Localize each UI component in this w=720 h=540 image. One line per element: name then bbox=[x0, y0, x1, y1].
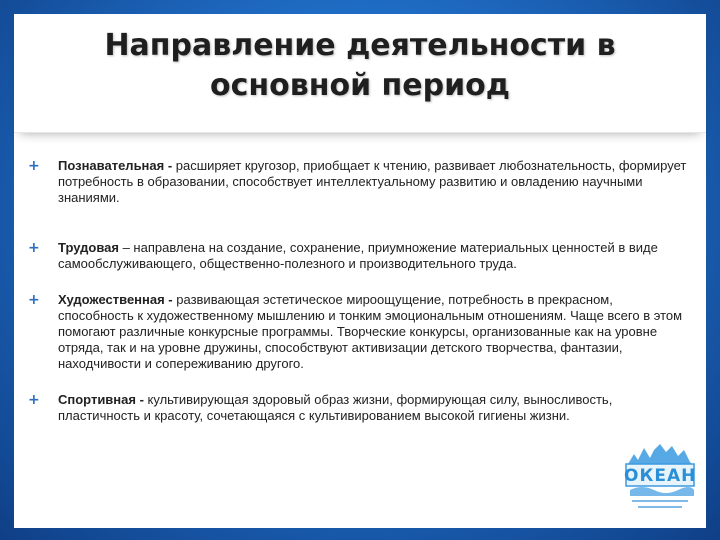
list-item bbox=[14, 158, 706, 206]
item-term: Трудовая bbox=[58, 240, 119, 255]
item-text: культивирующая здоровый образ жизни, формирующая силу, выносливость, пластичность и красоту, сочетающаяся с культивированием высокой гигиены жизни. bbox=[58, 392, 613, 423]
ocean-logo-icon bbox=[624, 440, 696, 516]
item-text: развивающая эстетическое мироощущение, потребность в прекрасном, способность к художественному мышлению и тонким эмоциональным отношениям. Чаще всего в этом помогают различные конкурсные программы. Творческие конкурсы, организованные как на уровне отряда, так и на уровне дружины, способствуют активизации детского творчества, фантазии, находчивости и сопереживанию другого. bbox=[58, 292, 683, 371]
item-term: Спортивная - bbox=[58, 392, 144, 407]
list-item bbox=[14, 292, 706, 372]
list-item bbox=[14, 240, 706, 272]
slide bbox=[14, 14, 706, 528]
slide-title: Направление деятельности в основной период bbox=[104, 28, 616, 103]
plus-bullet-icon: + bbox=[28, 158, 40, 174]
title-banner bbox=[14, 14, 706, 133]
plus-bullet-icon: + bbox=[28, 292, 40, 308]
item-term: Познавательная - bbox=[58, 158, 173, 173]
list-item bbox=[14, 392, 706, 424]
plus-bullet-icon: + bbox=[28, 392, 40, 408]
item-text: – направлена на создание, сохранение, приумножение материальных ценностей в виде самообслуживающего, общественно-полезного и производительного труда. bbox=[58, 240, 658, 271]
item-text: расширяет кругозор, приобщает к чтению, развивает любознательность, формирует потребность в образовании, способствует интеллектуальному развитию и овладению научными знаниями. bbox=[58, 158, 687, 205]
plus-bullet-icon: + bbox=[28, 240, 40, 256]
logo-text: ОКЕАН bbox=[624, 466, 697, 486]
item-term: Художественная - bbox=[58, 292, 173, 307]
